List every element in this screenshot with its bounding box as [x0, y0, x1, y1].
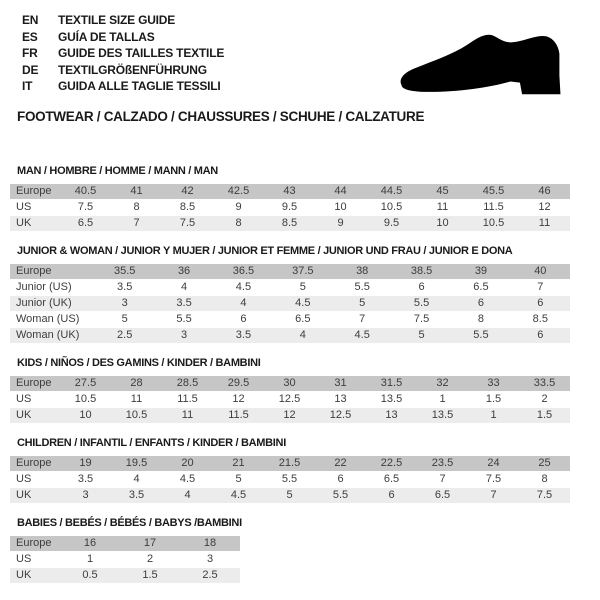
- size-value-cell: 11: [162, 408, 213, 423]
- size-value-cell: 6.5: [366, 472, 417, 487]
- row-label-cell: US: [10, 552, 60, 567]
- size-value-cell: 4: [273, 328, 332, 343]
- row-label-cell: Woman (UK): [10, 328, 95, 343]
- size-value-cell: 18: [180, 536, 240, 551]
- size-value-cell: 3.5: [95, 280, 154, 295]
- row-label-cell: UK: [10, 216, 60, 231]
- size-table: [10, 535, 240, 584]
- size-value-cell: 9: [315, 216, 366, 231]
- language-label: GUIDE DES TAILLES TEXTILE: [58, 46, 225, 60]
- size-value-cell: 7.5: [162, 216, 213, 231]
- language-label: TEXTILGRÖßENFÜHRUNG: [58, 62, 207, 77]
- size-value-cell: 7: [511, 280, 570, 295]
- language-label: TEXTILE SIZE GUIDE: [58, 13, 176, 27]
- size-value-cell: 6: [511, 296, 570, 311]
- size-value-cell: 13: [315, 392, 366, 407]
- table-row: [10, 296, 570, 311]
- language-code: IT: [22, 79, 33, 93]
- size-value-cell: 4: [214, 296, 273, 311]
- row-label-cell: UK: [10, 568, 60, 583]
- table-title: BABIES / BEBÉS / BÉBÉS / BABYS /BAMBINI: [17, 516, 242, 529]
- size-value-cell: 16: [60, 536, 120, 551]
- size-value-cell: 46: [519, 184, 570, 199]
- table-row: [10, 216, 570, 231]
- size-value-cell: 11.5: [468, 200, 519, 215]
- size-value-cell: 33.5: [519, 376, 570, 391]
- size-value-cell: 3.5: [154, 296, 213, 311]
- size-value-cell: 2.5: [180, 568, 240, 583]
- size-value-cell: 42.5: [213, 184, 264, 199]
- size-value-cell: 6: [392, 280, 451, 295]
- size-value-cell: 17: [120, 536, 180, 551]
- table-title: MAN / HOMBRE / HOMME / MANN / MAN: [17, 164, 218, 177]
- size-value-cell: 2.5: [95, 328, 154, 343]
- size-value-cell: 5: [264, 488, 315, 503]
- size-value-cell: 8: [451, 312, 510, 327]
- size-value-cell: 4: [154, 280, 213, 295]
- size-value-cell: 3.5: [214, 328, 273, 343]
- size-value-cell: 3.5: [60, 472, 111, 487]
- size-value-cell: 5.5: [315, 488, 366, 503]
- size-value-cell: 10: [417, 216, 468, 231]
- size-value-cell: 29.5: [213, 376, 264, 391]
- size-value-cell: 13.5: [417, 408, 468, 423]
- size-value-cell: 44.5: [366, 184, 417, 199]
- size-value-cell: 45.5: [468, 184, 519, 199]
- size-value-cell: 8.5: [162, 200, 213, 215]
- size-value-cell: 2: [120, 552, 180, 567]
- size-table: [10, 375, 570, 424]
- size-value-cell: 31: [315, 376, 366, 391]
- size-value-cell: 13.5: [366, 392, 417, 407]
- size-value-cell: 5.5: [392, 296, 451, 311]
- size-value-cell: 20: [162, 456, 213, 471]
- row-label-cell: Junior (UK): [10, 296, 95, 311]
- language-label: GUÍA DE TALLAS: [58, 29, 155, 44]
- size-value-cell: 6: [451, 296, 510, 311]
- size-value-cell: 5: [95, 312, 154, 327]
- size-value-cell: 9: [213, 200, 264, 215]
- row-label-cell: Europe: [10, 456, 60, 471]
- size-value-cell: 9.5: [264, 200, 315, 215]
- language-code: FR: [22, 46, 38, 60]
- table-title: CHILDREN / INFANTIL / ENFANTS / KINDER / BAMBINI: [17, 436, 286, 449]
- size-value-cell: 5.5: [264, 472, 315, 487]
- size-value-cell: 7: [468, 488, 519, 503]
- size-section: [10, 517, 590, 584]
- size-value-cell: 1.5: [468, 392, 519, 407]
- size-value-cell: 41: [111, 184, 162, 199]
- size-value-cell: 7.5: [468, 472, 519, 487]
- size-value-cell: 10.5: [468, 216, 519, 231]
- size-value-cell: 21: [213, 456, 264, 471]
- size-value-cell: 4.5: [214, 280, 273, 295]
- size-value-cell: 43: [264, 184, 315, 199]
- size-value-cell: 6: [214, 312, 273, 327]
- language-code: DE: [22, 62, 39, 77]
- size-value-cell: 8: [111, 200, 162, 215]
- table-title: KIDS / NIÑOS / DES GAMINS / KINDER / BAMBINI: [17, 356, 261, 369]
- size-value-cell: 45: [417, 184, 468, 199]
- table-row: [10, 328, 570, 343]
- table-row: [10, 536, 240, 551]
- size-value-cell: 19: [60, 456, 111, 471]
- size-value-cell: 3: [180, 552, 240, 567]
- size-value-cell: 6: [511, 328, 570, 343]
- size-value-cell: 39: [451, 264, 510, 279]
- size-value-cell: 6.5: [451, 280, 510, 295]
- size-value-cell: 6.5: [273, 312, 332, 327]
- size-value-cell: 6: [315, 472, 366, 487]
- size-value-cell: 4.5: [333, 328, 392, 343]
- size-value-cell: 36: [154, 264, 213, 279]
- size-value-cell: 25: [519, 456, 570, 471]
- size-value-cell: 21.5: [264, 456, 315, 471]
- row-label-cell: Woman (US): [10, 312, 95, 327]
- size-value-cell: 28: [111, 376, 162, 391]
- size-value-cell: 12: [519, 200, 570, 215]
- size-value-cell: 3: [60, 488, 111, 503]
- size-value-cell: 6.5: [60, 216, 111, 231]
- size-value-cell: 30: [264, 376, 315, 391]
- size-value-cell: 24: [468, 456, 519, 471]
- size-value-cell: 33: [468, 376, 519, 391]
- language-code: EN: [22, 13, 39, 27]
- size-value-cell: 0.5: [60, 568, 120, 583]
- size-value-cell: 27.5: [60, 376, 111, 391]
- size-value-cell: 8: [519, 472, 570, 487]
- size-table: [10, 263, 570, 344]
- size-value-cell: 10.5: [60, 392, 111, 407]
- size-value-cell: 4.5: [162, 472, 213, 487]
- size-value-cell: 4: [162, 488, 213, 503]
- size-value-cell: 22.5: [366, 456, 417, 471]
- size-table: [10, 455, 570, 504]
- size-value-cell: 10: [315, 200, 366, 215]
- size-tables: [10, 165, 590, 584]
- table-row: [10, 264, 570, 279]
- size-value-cell: 37.5: [273, 264, 332, 279]
- size-value-cell: 11.5: [213, 408, 264, 423]
- table-row: [10, 472, 570, 487]
- row-label-cell: Europe: [10, 376, 60, 391]
- language-label: GUIDA ALLE TAGLIE TESSILI: [58, 79, 221, 93]
- size-value-cell: 1: [468, 408, 519, 423]
- table-row: [10, 568, 240, 583]
- table-row: [10, 200, 570, 215]
- size-value-cell: 1: [417, 392, 468, 407]
- row-label-cell: US: [10, 472, 60, 487]
- size-value-cell: 7.5: [392, 312, 451, 327]
- table-row: [10, 552, 240, 567]
- size-value-cell: 1: [60, 552, 120, 567]
- size-value-cell: 23.5: [417, 456, 468, 471]
- size-value-cell: 8: [213, 216, 264, 231]
- size-value-cell: 4.5: [273, 296, 332, 311]
- size-value-cell: 40: [511, 264, 570, 279]
- size-value-cell: 1.5: [519, 408, 570, 423]
- size-section: [10, 357, 590, 424]
- size-value-cell: 8.5: [264, 216, 315, 231]
- size-value-cell: 42: [162, 184, 213, 199]
- size-value-cell: 5.5: [333, 280, 392, 295]
- size-value-cell: 2: [519, 392, 570, 407]
- size-value-cell: 7: [333, 312, 392, 327]
- size-value-cell: 38: [333, 264, 392, 279]
- size-value-cell: 28.5: [162, 376, 213, 391]
- size-value-cell: 3.5: [111, 488, 162, 503]
- table-row: [10, 488, 570, 503]
- row-label-cell: Europe: [10, 536, 60, 551]
- size-value-cell: 3: [95, 296, 154, 311]
- size-value-cell: 11: [111, 392, 162, 407]
- size-value-cell: 38.5: [392, 264, 451, 279]
- size-value-cell: 9.5: [366, 216, 417, 231]
- table-row: [10, 408, 570, 423]
- size-value-cell: 40.5: [60, 184, 111, 199]
- size-value-cell: 5.5: [451, 328, 510, 343]
- size-table: [10, 183, 570, 232]
- size-value-cell: 6.5: [417, 488, 468, 503]
- size-value-cell: 5: [392, 328, 451, 343]
- size-value-cell: 12: [213, 392, 264, 407]
- size-value-cell: 11: [519, 216, 570, 231]
- table-row: [10, 312, 570, 327]
- shoe-icon: [393, 26, 569, 100]
- size-value-cell: 10: [60, 408, 111, 423]
- size-value-cell: 32: [417, 376, 468, 391]
- row-label-cell: Europe: [10, 184, 60, 199]
- size-value-cell: 12: [264, 408, 315, 423]
- size-value-cell: 1.5: [120, 568, 180, 583]
- size-value-cell: 12.5: [315, 408, 366, 423]
- size-value-cell: 8.5: [511, 312, 570, 327]
- size-value-cell: 4: [111, 472, 162, 487]
- table-title: JUNIOR & WOMAN / JUNIOR Y MUJER / JUNIOR ET FEMME / JUNIOR UND FRAU / JUNIOR E DONA: [17, 244, 513, 257]
- size-value-cell: 5: [213, 472, 264, 487]
- size-value-cell: 13: [366, 408, 417, 423]
- row-label-cell: UK: [10, 408, 60, 423]
- size-value-cell: 22: [315, 456, 366, 471]
- size-value-cell: 7.5: [519, 488, 570, 503]
- size-value-cell: 11.5: [162, 392, 213, 407]
- size-value-cell: 12.5: [264, 392, 315, 407]
- size-value-cell: 7: [111, 216, 162, 231]
- size-value-cell: 35.5: [95, 264, 154, 279]
- size-value-cell: 31.5: [366, 376, 417, 391]
- size-value-cell: 44: [315, 184, 366, 199]
- size-value-cell: 6: [366, 488, 417, 503]
- size-value-cell: 36.5: [214, 264, 273, 279]
- size-value-cell: 7.5: [60, 200, 111, 215]
- size-section: [10, 165, 590, 232]
- size-value-cell: 19.5: [111, 456, 162, 471]
- size-value-cell: 7: [417, 472, 468, 487]
- size-section: [10, 437, 590, 504]
- language-code: ES: [22, 29, 38, 44]
- size-value-cell: 3: [154, 328, 213, 343]
- size-value-cell: 5.5: [154, 312, 213, 327]
- size-value-cell: 5: [273, 280, 332, 295]
- table-row: [10, 280, 570, 295]
- row-label-cell: US: [10, 200, 60, 215]
- table-row: [10, 392, 570, 407]
- category-line: FOOTWEAR / CALZADO / CHAUSSURES / SCHUHE / CALZATURE: [17, 108, 425, 124]
- table-row: [10, 456, 570, 471]
- size-value-cell: 10.5: [111, 408, 162, 423]
- size-section: [10, 245, 590, 344]
- size-value-cell: 4.5: [213, 488, 264, 503]
- row-label-cell: US: [10, 392, 60, 407]
- size-value-cell: 5: [333, 296, 392, 311]
- row-label-cell: Junior (US): [10, 280, 95, 295]
- table-row: [10, 376, 570, 391]
- row-label-cell: Europe: [10, 264, 95, 279]
- table-row: [10, 184, 570, 199]
- row-label-cell: UK: [10, 488, 60, 503]
- size-value-cell: 11: [417, 200, 468, 215]
- size-value-cell: 10.5: [366, 200, 417, 215]
